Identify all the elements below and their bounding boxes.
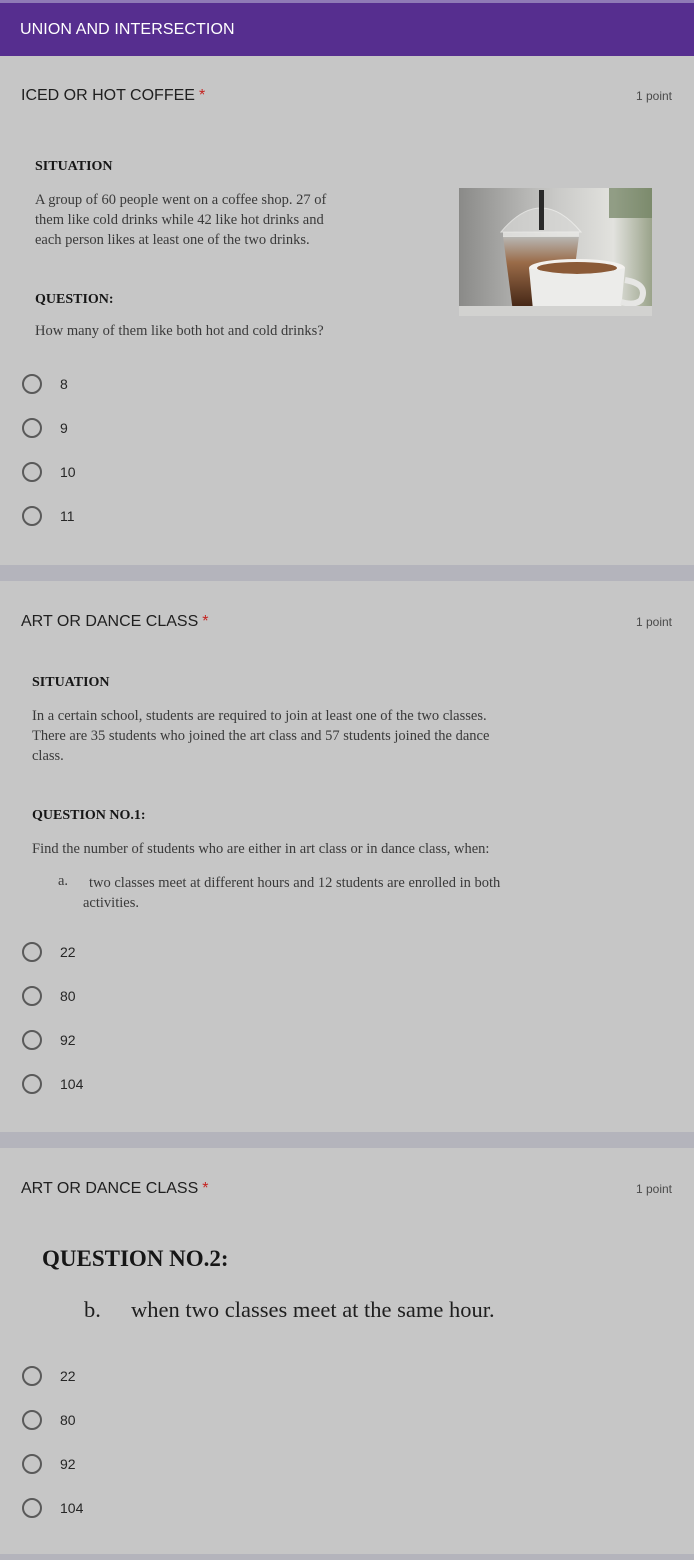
question-title: ART OR DANCE CLASS * <box>21 613 209 630</box>
situation-heading: SITUATION <box>32 675 110 690</box>
radio-button-icon[interactable] <box>22 942 42 962</box>
situation-text: A group of 60 people went on a coffee shop. 27 of them like cold drinks while 42 like hot drinks and each person likes at least one of the two drinks. <box>35 192 327 248</box>
option-92[interactable]: 92 <box>22 1029 76 1051</box>
question-points: 1 point <box>635 615 672 629</box>
required-asterisk: * <box>202 1180 209 1197</box>
option-80[interactable]: 80 <box>22 985 76 1007</box>
question-points: 1 point <box>635 89 672 103</box>
radio-button-icon[interactable] <box>22 462 42 482</box>
iced-and-hot-coffee-photo <box>459 188 652 316</box>
option-8[interactable]: 8 <box>22 373 68 395</box>
form-title: UNION AND INTERSECTION <box>20 21 235 38</box>
radio-button-icon[interactable] <box>22 1410 42 1430</box>
option-10[interactable]: 10 <box>22 461 76 483</box>
sub-question-text: when two classes meet at the same hour. <box>131 1297 495 1322</box>
question-title: ART OR DANCE CLASS * <box>21 1180 209 1197</box>
option-9[interactable]: 9 <box>22 417 68 439</box>
radio-button-icon[interactable] <box>22 986 42 1006</box>
radio-button-icon[interactable] <box>22 1366 42 1386</box>
option-22[interactable]: 22 <box>22 1365 76 1387</box>
question-heading: QUESTION NO.2: <box>42 1246 229 1271</box>
radio-button-icon[interactable] <box>22 418 42 438</box>
question-text: Find the number of students who are either in art class or in dance class, when: <box>32 841 490 857</box>
question-points: 1 point <box>635 1182 672 1196</box>
sub-marker: b. <box>84 1297 101 1322</box>
option-104[interactable]: 104 <box>22 1073 83 1095</box>
radio-button-icon[interactable] <box>22 1030 42 1050</box>
radio-button-icon[interactable] <box>22 374 42 394</box>
section-divider <box>0 1132 694 1148</box>
question-heading: QUESTION NO.1: <box>32 808 146 823</box>
sub-marker: a. <box>58 873 69 889</box>
sub-question-text: two classes meet at different hours and 12 students are enrolled in both activities. <box>83 875 501 911</box>
section-divider <box>0 1554 694 1560</box>
radio-button-icon[interactable] <box>22 1074 42 1094</box>
situation-text: In a certain school, students are required to join at least one of the two classes. There are 35 students who joined the art class and 57 students joined the dance class. <box>32 708 490 764</box>
situation-heading: SITUATION <box>35 159 113 174</box>
option-22[interactable]: 22 <box>22 941 76 963</box>
question-text: How many of them like both hot and cold drinks? <box>35 323 324 339</box>
section-divider <box>0 565 694 581</box>
question-heading: QUESTION: <box>35 292 114 307</box>
required-asterisk: * <box>202 613 209 630</box>
option-104[interactable]: 104 <box>22 1497 83 1519</box>
coffee-photo-icon <box>459 188 652 316</box>
question-title: ICED OR HOT COFFEE * <box>21 87 206 104</box>
option-80[interactable]: 80 <box>22 1409 76 1431</box>
option-11[interactable]: 11 <box>22 505 75 527</box>
radio-button-icon[interactable] <box>22 1454 42 1474</box>
radio-button-icon[interactable] <box>22 1498 42 1518</box>
radio-button-icon[interactable] <box>22 506 42 526</box>
form-header <box>0 0 694 56</box>
option-92[interactable]: 92 <box>22 1453 76 1475</box>
required-asterisk: * <box>198 87 206 104</box>
